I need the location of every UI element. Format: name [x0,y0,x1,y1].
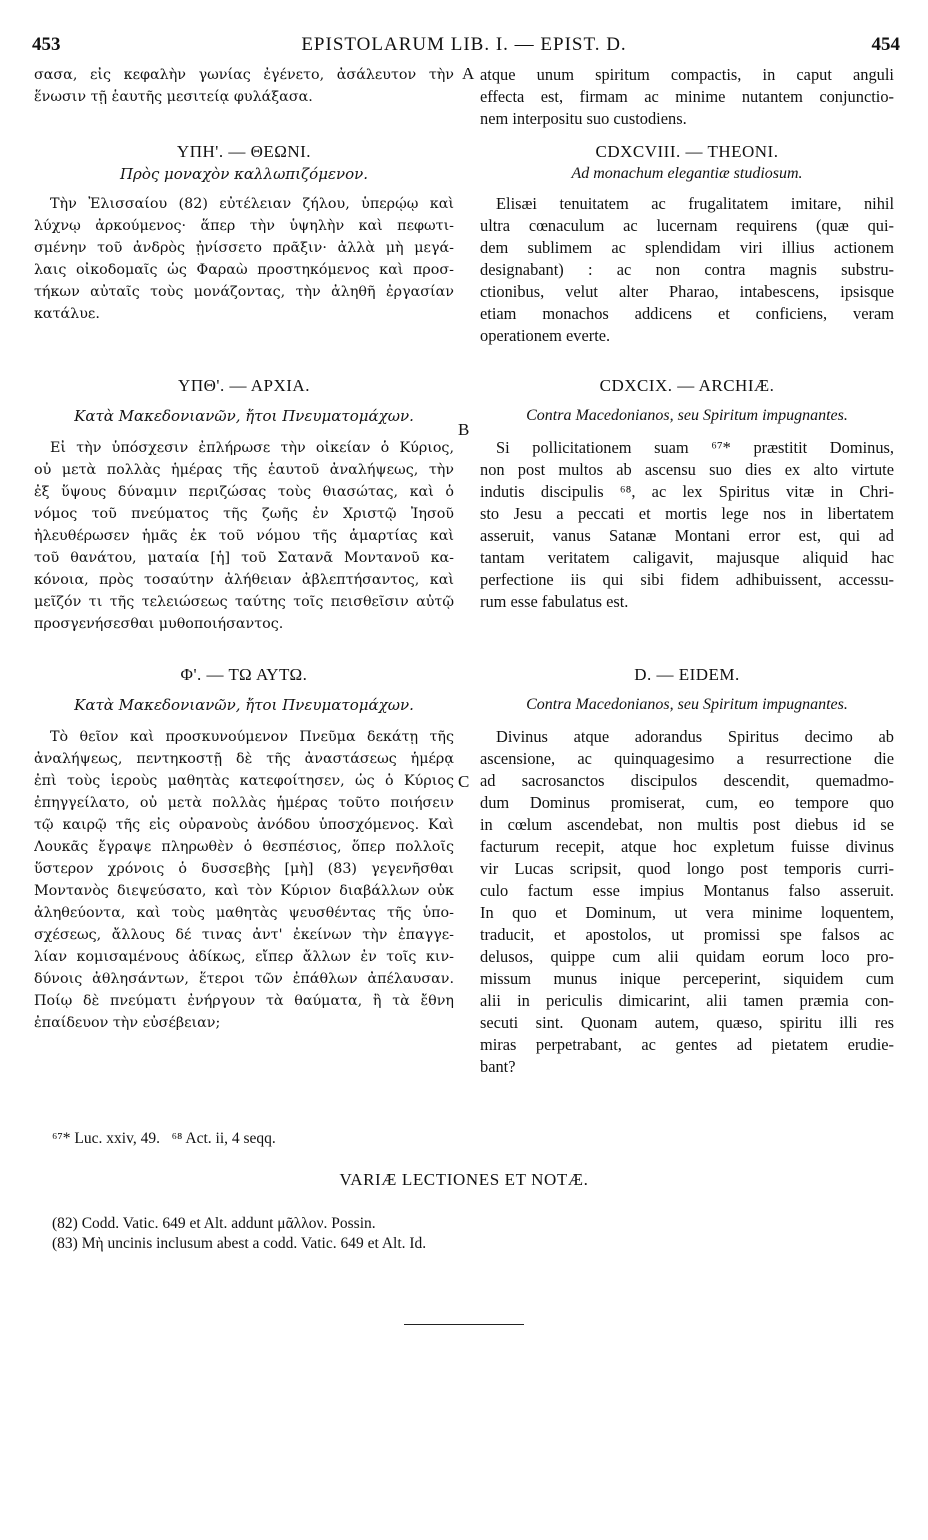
greek-opening [34,64,454,108]
text-line: perfectione iis qui sibi fidem adhibuissent, accessu- [480,570,894,589]
text-line: σασα, εἰς κεφαλὴν γωνίας ἐγένετο, ἀσάλευτον τὴν [34,67,454,83]
closing-rule [404,1324,524,1325]
letter-subtitle: Contra Macedonianos, seu Spiritum impugnantes. [526,696,848,713]
text-line: ἀναλήψεως, πεντηκοστῇ δὲ τῆς ἀναστάσεως ἡμέρᾳ [34,751,454,767]
text-line: vir Lucas scripsit, quod longo post temporis curri- [480,859,894,878]
text-line: οὐ μετὰ πολλὰς ἡμέρας τῆς ἑαυτοῦ ἀναλήψεως, τὴν [34,462,454,478]
greek-letter-archiae [34,375,454,635]
text-line: designabant) : ac non contra magnis substru- [480,260,894,279]
text-line: μεῖζόν τι τῆς τελειώσεως ταύτης τοῖς πεισθεῖσιν αὐτῷ [34,594,454,610]
variae-notes [52,1214,426,1254]
text-line: asseruit, vanus Satanæ Montani error est, qui ad [480,526,894,545]
text-line: ὕστερον χρόνοις ὁ δυσσεβὴς [μὴ] (83) γεγενῆσθαι [34,861,454,877]
letter-heading: CDXCVIII. — THEONI. [595,142,779,161]
text-line: delusos, quippe cum alii quidam eorum loco pro- [480,947,894,966]
right-page-number: 454 [871,34,900,55]
text-line: effecta est, firmam ac minime nutantem conjunctio- [480,87,894,106]
text-line: dem sublimem ac splendidam viri illius actionem [480,238,894,257]
text-line: νόμος τοῦ πνεύματος τῆς ζωῆς ἐν Χριστῷ Ἰησοῦ [34,506,454,522]
text-line: ἐξ ὕψους δύναμιν περιζώσας τοὺς θιασώτας, καὶ ὁ [34,484,454,500]
text-line: traducit, et apostolos, ut promissi spe falsos ac [480,925,894,944]
text-line: προσγενήσεσθαι μυθοποιήσαντος. [34,616,284,632]
text-line: λύχνῳ ἀρκούμενος· ἅπερ τὴν ὑψηλὴν καὶ πεφωτι- [34,218,454,234]
text-line: κόνοια, πρὸς τοσαύτην ἀλήθειαν ἀβλεπτήσαντος, καὶ [34,572,454,588]
running-title: EPISTOLARUM LIB. I. — EPIST. D. [301,34,627,55]
text-line: miras perpetrabant, ac gentes ad pietatem erudie- [480,1035,894,1054]
variant-note: (82) Codd. Vatic. 649 et Alt. addunt μᾶλλον. Possin. [52,1215,376,1232]
text-line: σμένην τοῦ ἀνδρὸς ᾐνίσσετο πρᾶξιν· ἀλλὰ μὴ μεγά- [34,240,454,256]
text-line: Si pollicitationem suam ⁶⁷* præstitit Dominus, [496,438,894,457]
text-line: ἐπὶ τοὺς ἱεροὺς μαθητὰς κατεφοίτησεν, ὡς ὁ Κύριος [34,773,454,789]
text-line: tantam veritatem caligavit, majusque aliquid hac [480,548,894,567]
margin-marker-a: A [462,64,475,83]
text-line: secuti sint. Quonam autem, quæso, spiritu illi res [480,1013,894,1032]
variae-title: VARIÆ LECTIONES ET NOTÆ. [339,1170,589,1189]
text-line: facturum recepit, atque hoc expletum fuisse divinus [480,837,894,856]
text-line: indutis discipulis ⁶⁸, ac lex Spiritus vitæ in Chri- [480,482,894,501]
latin-letter-theoni [480,141,894,347]
text-line: Divinus atque adorandus Spiritus decimo ab [496,727,894,746]
greek-letter-eidem [34,664,454,1034]
running-head [0,34,928,58]
text-line: Λουκᾶς ἔγραψε πληρωθὲν ὁ θεσπέσιος, ὅπερ πολλοῖς [34,839,454,855]
letter-subtitle: Contra Macedonianos, seu Spiritum impugnantes. [526,407,848,424]
text-line: ἐπαίδευον τὴν εὐσέβειαν; [34,1015,221,1031]
letter-subtitle: Ad monachum elegantiæ studiosum. [571,165,803,182]
text-line: nem interpositu suo custodiens. [480,109,687,128]
text-line: missum munus inique perceperint, siquidem cum [480,969,894,988]
text-line: non post multos ab ascensu suo dies ex alto virtute [480,460,894,479]
text-line: ἐπηγγείλατο, οὐ μετὰ πολλὰς ἡμέρας τοῦτο ποιήσειν [34,795,454,811]
margin-marker-b: B [458,420,470,439]
text-line: dum Dominus promiserat, cum, eo tempore quo [480,793,894,812]
text-line: atque unum spiritum compactis, in caput anguli [480,65,894,84]
text-line: Elisæi tenuitatem ac frugalitatem imitare, nihil [496,194,894,213]
text-line: Μοντανὸς διεψεύσατο, καὶ τὸν Κύριον διαβάλλων οὐκ [34,883,454,899]
text-line: λίαν κομισαμένους ἀδίκως, εἴπερ ἄλλων ἐν τοῖς κιν- [34,949,454,965]
latin-letter-archiae [480,375,894,613]
latin-opening [480,64,894,130]
text-line: Εἰ τὴν ὑπόσχεσιν ἐπλήρωσε τὴν οἰκείαν ὁ Κύριος, [50,440,454,456]
letter-subtitle: Κατὰ Μακεδονιανῶν, ἤτοι Πνευματομάχων. [74,407,414,425]
letter-heading: ΥΠΘ'. — ΑΡΧΙΑ. [178,376,310,395]
text-line: bant? [480,1057,516,1076]
text-line: ἕνωσιν τῇ ἑαυτῆς μεσιτείᾳ φυλάξασα. [34,89,313,105]
letter-subtitle: Πρὸς μοναχὸν καλλωπιζόμενον. [119,165,369,183]
text-line: In quo et Dominum, ut vera minime loquentem, [480,903,894,922]
letter-heading: ΥΠΗ'. — ΘΕΩΝΙ. [176,142,312,161]
variant-note: (83) Μὴ uncinis inclusum abest a codd. Vatic. 649 et Alt. Id. [52,1235,427,1252]
text-line: etiam monachos addicens et conficiens, veram [480,304,894,323]
scripture-footnotes: ⁶⁷* Luc. xxiv, 49. ⁶⁸ Act. ii, 4 seqq. [52,1130,276,1147]
left-page-number: 453 [32,34,61,55]
text-line: ascensione, ac quinquagesimo a resurrectione die [480,749,894,768]
letter-heading: CDXCIX. — ARCHIÆ. [599,376,775,395]
text-line: Ποίῳ δὲ πνεύματι ἐνήργουν τὰ θαύματα, ἢ τὰ ἔθνη [34,993,454,1009]
text-line: κατάλυε. [34,306,100,322]
text-line: τήκων αὐταῖς τοὺς μονάζοντας, τὴν ἀληθῆ ἐργασίαν [34,284,454,300]
text-line: λαις οἰκοδομαῖς ὡς Φαραὼ προστηκόμενος καὶ προσ- [34,262,454,278]
margin-marker-c: C [458,772,470,791]
text-line: ctionibus, velut alter Pharao, intabescens, ipsisque [480,282,894,301]
text-line: ad sacrosanctos discipulos descendit, quemadmo- [480,771,894,790]
text-line: Τὸ θεῖον καὶ προσκυνούμενον Πνεῦμα δεκάτῃ τῆς [50,729,454,745]
text-line: in cœlum ascendebat, non multis post diebus id se [480,815,894,834]
text-line: operationem everte. [480,326,611,345]
letter-subtitle: Κατὰ Μακεδονιανῶν, ἤτοι Πνευματομάχων. [74,696,414,714]
text-line: ultra cœnaculum ac lucernam requirens (quæ qui- [480,216,894,235]
greek-letter-theoni [34,141,454,325]
text-line: sto Jesu a peccati et mortis lege nos in libertatem [480,504,894,523]
text-line: rum esse fabulatus est. [480,592,629,611]
letter-heading: D. — EIDEM. [634,665,740,684]
text-line: ἠλευθέρωσεν ἡμᾶς ἐκ τοῦ νόμου τῆς ἁμαρτίας καὶ [34,528,454,544]
text-line: δύνοις ἀθλησάντων, ἕτεροι τῶν ἐπάθλων ἀπέλαυσαν. [34,971,454,987]
text-line: τῷ καιρῷ τῆς εἰς οὐρανοὺς ἀνόδου ὑποσχόμενος. Καὶ [34,817,454,833]
text-line: Τὴν Ἐλισσαίου (82) εὐτέλειαν ζήλου, ὑπερῴῳ καὶ [50,196,454,212]
text-line: culo factum esse impius Montanus falso asseruit. [480,881,894,900]
text-line: τοῦ θανάτου, ματαία [ἡ] τοῦ Σατανᾶ Μοντανοῦ κα- [34,550,454,566]
text-line: alii in periculis dimicarint, alii tamen præmia con- [480,991,894,1010]
latin-letter-eidem [480,664,894,1078]
text-line: ἀληθεύοντα, καὶ τοὺς μαθητὰς ψευσθέντας τῆς ὑπο- [34,905,454,921]
text-line: σχέσεως, ἄλλους δέ τινας ἀντ' ἐκείνων τὴν ἐπαγγε- [34,927,454,943]
letter-heading: Φ'. — ΤΩ ΑΥΤΩ. [180,665,308,684]
